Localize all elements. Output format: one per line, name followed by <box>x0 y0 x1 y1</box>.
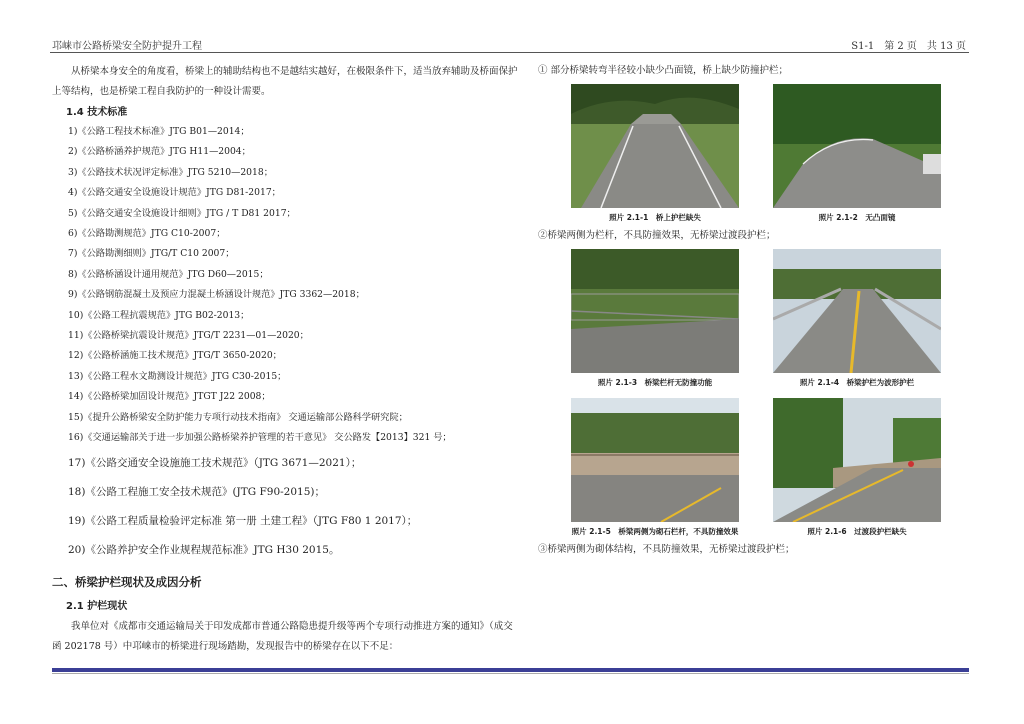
chapter-title: 二、桥梁护栏现状及成因分析 <box>52 574 202 589</box>
photo-2-1-2 <box>773 84 941 225</box>
reference-item: 3)《公路技术状况评定标准》JTG 5210—2018； <box>68 166 273 178</box>
intro-paragraph: 从桥梁本身安全的角度看，桥梁上的辅助结构也不是越结实越好，在极限条件下，适当放弃辅助及桥面保护上等结构，也是桥梁工程自我防护的一种设计需要。 <box>52 66 518 97</box>
reference-item: 11)《公路桥梁抗震设计规范》JTG/T 2231—01—2020； <box>68 330 309 342</box>
reference-item: 8)《公路桥涵设计通用规范》JTG D60—2015； <box>68 268 269 280</box>
reference-item: 20)《公路养护安全作业规程规范标准》JTG H30 2015。 <box>68 543 340 556</box>
section-title: 1.4 技术标准 <box>66 107 128 118</box>
road-curve-photo <box>571 84 739 208</box>
reference-item: 9)《公路钢筋混凝土及预应力混凝土桥涵设计规范》JTG 3362—2018； <box>68 289 365 301</box>
reference-item: 18)《公路工程施工安全技术规范》(JTG F90-2015)； <box>68 485 326 498</box>
reference-item: 14)《公路桥梁加固设计规范》JTGT J22 2008； <box>68 391 271 403</box>
reference-list <box>68 122 522 565</box>
bridge-railing-photo <box>571 249 739 373</box>
reference-item: 16)《交通运输部关于进一步加强公路桥梁养护管理的若干意见》 交公路发【2013】321 号； <box>68 432 452 444</box>
wave-guardrail-photo <box>773 249 941 373</box>
reference-item: 17)《公路交通安全设施施工技术规范》（JTG 3671—2021）； <box>68 456 362 469</box>
footer-rule <box>52 668 969 672</box>
reference-item: 2)《公路桥涵养护规范》JTG H11—2004； <box>68 146 251 158</box>
photo-caption: 照片 2.1-6 过渡段护栏缺失 <box>807 527 907 536</box>
note-2: ②桥梁两侧为栏杆，不具防撞效果，无桥梁过渡段护栏； <box>538 230 776 241</box>
reference-item: 13)《公路工程水文勘测设计规范》JTG C30-2015； <box>68 370 287 382</box>
subsection-title: 2.1 护栏现状 <box>66 600 128 612</box>
footer-rule-thin <box>52 673 969 674</box>
photo-caption: 照片 2.1-5 桥梁两侧为砌石栏杆，不具防撞效果 <box>571 527 739 536</box>
reference-item: 4)《公路交通安全设施设计规范》JTG D81-2017； <box>68 187 281 199</box>
photo-row <box>571 249 958 390</box>
road-bend-photo <box>773 84 941 208</box>
photo-2-1-6 <box>773 398 941 539</box>
document-title: 邛崃市公路桥梁安全防护提升工程 <box>52 41 202 52</box>
photo-2-1-4 <box>773 249 941 390</box>
reference-item: 6)《公路勘测规范》JTG C10-2007； <box>68 228 226 240</box>
stone-railing-photo <box>571 398 739 522</box>
photo-caption: 照片 2.1-2 无凸面镜 <box>818 213 896 222</box>
right-column <box>538 62 958 559</box>
reference-item: 15)《提升公路桥梁安全防护能力专项行动技术指南》 交通运输部公路科学研究院； <box>68 411 408 423</box>
note-3: ③桥梁两侧为砌体结构，不具防撞效果，无桥梁过渡段护栏； <box>538 544 795 555</box>
body-paragraph: 我单位对《成都市交通运输局关于印发成都市普通公路隐患提升级等两个专项行动推进方案的通知》（成交函 202178 号）中邛崃市的桥梁进行现场踏勘，发现报告中的桥梁存在以下不足： <box>52 620 513 652</box>
reference-item: 19)《公路工程质量检验评定标准 第一册 土建工程》（JTG F80 1 2017）； <box>68 514 418 527</box>
header-rule <box>50 52 969 53</box>
note-1: ① 部分桥梁转弯半径较小缺少凸面镜，桥上缺少防撞护栏； <box>538 65 789 76</box>
photo-2-1-5 <box>571 398 739 539</box>
reference-item: 10)《公路工程抗震规范》JTG B02-2013； <box>68 309 250 321</box>
reference-item: 5)《公路交通安全设施设计细则》JTG / T D81 2017； <box>68 207 296 219</box>
reference-item: 12)《公路桥涵施工技术规范》JTG/T 3650-2020； <box>68 350 282 362</box>
photo-caption: 照片 2.1-3 桥梁栏杆无防撞功能 <box>597 378 713 387</box>
left-column <box>52 62 522 657</box>
transition-section-photo <box>773 398 941 522</box>
reference-item: 7)《公路勘测细则》JTG/T C10 2007； <box>68 248 235 260</box>
reference-item: 1)《公路工程技术标准》JTG B01—2014； <box>68 126 250 137</box>
photo-caption: 照片 2.1-4 桥梁护栏为波形护栏 <box>799 378 915 387</box>
photo-row <box>571 84 958 225</box>
photo-2-1-3 <box>571 249 739 390</box>
page-info: S1-1 第 2 页 共 13 页 <box>851 41 966 52</box>
photo-row <box>571 398 958 539</box>
photo-2-1-1 <box>571 84 739 225</box>
photo-caption: 照片 2.1-1 桥上护栏缺失 <box>609 213 701 222</box>
